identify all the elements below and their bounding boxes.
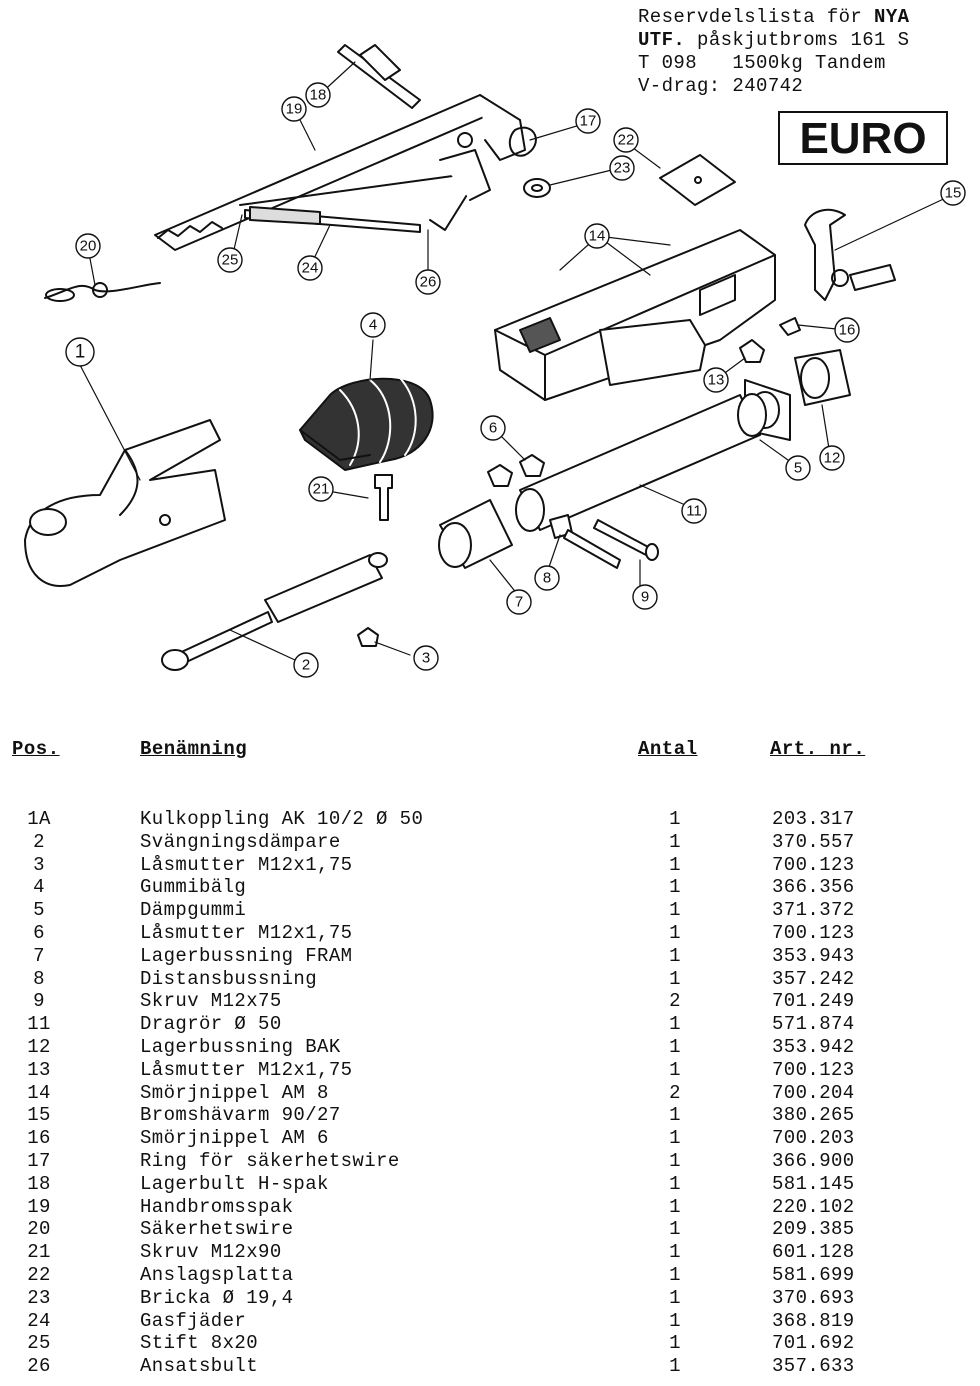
- row-pos: 3: [33, 853, 45, 876]
- row-qty: 1: [669, 876, 681, 899]
- bearing-bolt-drawing: [338, 45, 420, 108]
- rubber-bellow-drawing: [300, 378, 433, 470]
- row-qty: 1: [669, 1127, 681, 1150]
- row-art: 581.145: [772, 1172, 855, 1195]
- callout-26: 26: [419, 273, 437, 291]
- row-qty: 2: [669, 1081, 681, 1104]
- row-qty: 1: [669, 1058, 681, 1081]
- row-art: 700.204: [772, 1081, 855, 1104]
- row-art: 380.265: [772, 1104, 855, 1127]
- row-art: 370.557: [772, 830, 855, 853]
- callout-7: 7: [514, 593, 524, 611]
- table-row: [0, 1310, 980, 1333]
- row-pos: 24: [27, 1309, 51, 1332]
- row-qty: 1: [669, 830, 681, 853]
- row-name: Låsmutter M12x1,75: [140, 1058, 353, 1081]
- table-row: [0, 1218, 980, 1241]
- grease-nipple-small-drawing: [780, 318, 800, 335]
- row-name: Bromshävarm 90/27: [140, 1104, 341, 1127]
- row-art: 203.317: [772, 808, 855, 830]
- row-art: 366.900: [772, 1149, 855, 1172]
- row-pos: 20: [27, 1218, 51, 1241]
- row-pos: 13: [27, 1058, 51, 1081]
- row-pos: 25: [27, 1332, 51, 1355]
- callout-22: 22: [617, 131, 635, 149]
- row-qty: 1: [669, 1149, 681, 1172]
- row-art: 353.942: [772, 1035, 855, 1058]
- drawbar-housing-drawing: [495, 227, 775, 400]
- euro-badge: EURO: [778, 111, 948, 165]
- col-header-name: Benämning: [140, 738, 248, 760]
- table-row: [0, 1287, 980, 1310]
- row-name: Svängningsdämpare: [140, 830, 341, 853]
- callout-14: 14: [588, 227, 606, 245]
- row-name: Skruv M12x75: [140, 990, 282, 1013]
- row-pos: 16: [27, 1127, 51, 1150]
- row-qty: 1: [669, 1195, 681, 1218]
- table-row: [0, 831, 980, 854]
- row-qty: 1: [669, 1355, 681, 1378]
- row-qty: 2: [669, 990, 681, 1013]
- parts-table: [0, 808, 980, 1378]
- row-name: Gummibälg: [140, 876, 247, 899]
- table-row: [0, 808, 980, 831]
- row-pos: 5: [33, 899, 45, 922]
- callout-12: 12: [823, 449, 841, 467]
- row-art: 700.123: [772, 1058, 855, 1081]
- table-row: [0, 1127, 980, 1150]
- row-pos: 4: [33, 876, 45, 899]
- table-row: [0, 854, 980, 877]
- table-row: [0, 1173, 980, 1196]
- row-name: Lagerbussning BAK: [140, 1035, 341, 1058]
- row-qty: 1: [669, 921, 681, 944]
- table-row: [0, 1150, 980, 1173]
- callout-8: 8: [542, 569, 552, 587]
- row-qty: 1: [669, 1013, 681, 1036]
- row-qty: 1: [669, 1332, 681, 1355]
- row-art: 357.633: [772, 1355, 855, 1378]
- row-pos: 7: [33, 944, 45, 967]
- row-pos: 26: [27, 1355, 51, 1378]
- row-qty: 1: [669, 1172, 681, 1195]
- draw-tube-drawing: [516, 394, 766, 531]
- row-name: Smörjnippel AM 8: [140, 1081, 329, 1104]
- rear-bushing-drawing: [795, 350, 850, 405]
- table-row: [0, 922, 980, 945]
- table-row: [0, 1013, 980, 1036]
- row-pos: 8: [33, 967, 45, 990]
- row-pos: 14: [27, 1081, 51, 1104]
- table-row: [0, 1059, 980, 1082]
- callout-5: 5: [793, 459, 803, 477]
- table-row: [0, 990, 980, 1013]
- row-art: 371.372: [772, 899, 855, 922]
- col-header-art: Art. nr.: [770, 738, 866, 760]
- gas-spring-drawing: [245, 207, 420, 232]
- row-name: Anslagsplatta: [140, 1263, 294, 1286]
- row-art: 353.943: [772, 944, 855, 967]
- table-row: [0, 899, 980, 922]
- row-name: Handbromsspak: [140, 1195, 294, 1218]
- row-name: Dragrör Ø 50: [140, 1013, 282, 1036]
- stop-plate-drawing: [660, 155, 735, 205]
- row-name: Ansatsbult: [140, 1355, 259, 1378]
- screws-drawing: [564, 520, 658, 568]
- row-art: 357.242: [772, 967, 855, 990]
- row-art: 571.874: [772, 1013, 855, 1036]
- brake-lever-drawing: [805, 210, 895, 300]
- row-art: 368.819: [772, 1309, 855, 1332]
- row-pos: 6: [33, 921, 45, 944]
- table-row: [0, 1036, 980, 1059]
- row-pos: 9: [33, 990, 45, 1013]
- table-row: [0, 1241, 980, 1264]
- row-pos: 1A: [27, 808, 51, 830]
- front-bushing-drawing: [439, 500, 512, 568]
- callout-23: 23: [613, 159, 631, 177]
- table-row: [0, 876, 980, 899]
- row-art: 701.249: [772, 990, 855, 1013]
- row-qty: 1: [669, 1104, 681, 1127]
- row-name: Ring för säkerhetswire: [140, 1149, 400, 1172]
- row-art: 701.692: [772, 1332, 855, 1355]
- row-qty: 1: [669, 944, 681, 967]
- col-header-qty: Antal: [638, 738, 698, 760]
- callout-17: 17: [579, 112, 597, 130]
- row-qty: 1: [669, 808, 681, 830]
- row-name: Dämpgummi: [140, 899, 247, 922]
- row-qty: 1: [669, 1218, 681, 1241]
- callout-16: 16: [838, 321, 856, 339]
- row-pos: 2: [33, 830, 45, 853]
- row-name: Skruv M12x90: [140, 1241, 282, 1264]
- row-name: Smörjnippel AM 6: [140, 1127, 329, 1150]
- row-art: 700.123: [772, 921, 855, 944]
- row-pos: 17: [27, 1149, 51, 1172]
- callout-4: 4: [368, 316, 378, 334]
- callout-15: 15: [944, 184, 962, 202]
- oscillation-damper-drawing: [162, 553, 387, 670]
- row-pos: 23: [27, 1286, 51, 1309]
- lock-nut-3-drawing: [358, 628, 378, 646]
- table-row: [0, 945, 980, 968]
- callout-21: 21: [312, 480, 330, 498]
- row-art: 220.102: [772, 1195, 855, 1218]
- row-pos: 12: [27, 1035, 51, 1058]
- handbrake-lever-drawing: [155, 95, 525, 250]
- row-name: Stift 8x20: [140, 1332, 259, 1355]
- row-qty: 1: [669, 1035, 681, 1058]
- safety-wire-drawing: [45, 283, 160, 301]
- ball-coupling-drawing: [25, 420, 225, 586]
- screw-21-drawing: [375, 475, 392, 520]
- row-pos: 18: [27, 1172, 51, 1195]
- row-qty: 1: [669, 1286, 681, 1309]
- row-qty: 1: [669, 899, 681, 922]
- table-row: [0, 1104, 980, 1127]
- table-row: [0, 1332, 980, 1355]
- row-art: 601.128: [772, 1241, 855, 1264]
- row-pos: 19: [27, 1195, 51, 1218]
- row-name: Lagerbult H-spak: [140, 1172, 329, 1195]
- callout-18: 18: [309, 86, 327, 104]
- callout-19: 19: [285, 100, 303, 118]
- table-row: [0, 968, 980, 991]
- callout-20: 20: [79, 237, 97, 255]
- callout-25: 25: [221, 251, 239, 269]
- callout-1: 1: [74, 341, 86, 363]
- row-pos: 22: [27, 1263, 51, 1286]
- callout-2: 2: [301, 656, 311, 674]
- washer-drawing: [524, 179, 550, 197]
- row-name: Kulkoppling AK 10/2 Ø 50: [140, 808, 424, 830]
- table-row: [0, 1082, 980, 1105]
- row-art: 700.203: [772, 1127, 855, 1150]
- callout-9: 9: [640, 588, 650, 606]
- row-pos: 11: [27, 1013, 51, 1036]
- callout-11: 11: [686, 502, 702, 520]
- row-art: 581.699: [772, 1263, 855, 1286]
- row-qty: 1: [669, 1309, 681, 1332]
- row-qty: 1: [669, 967, 681, 990]
- row-name: Säkerhetswire: [140, 1218, 294, 1241]
- row-qty: 1: [669, 1241, 681, 1264]
- callout-6: 6: [488, 419, 498, 437]
- row-art: 700.123: [772, 853, 855, 876]
- row-name: Bricka Ø 19,4: [140, 1286, 294, 1309]
- table-row: [0, 1196, 980, 1219]
- row-name: Låsmutter M12x1,75: [140, 921, 353, 944]
- row-qty: 1: [669, 853, 681, 876]
- table-row: [0, 1355, 980, 1378]
- row-name: Låsmutter M12x1,75: [140, 853, 353, 876]
- row-name: Gasfjäder: [140, 1309, 247, 1332]
- col-header-pos: Pos.: [12, 738, 60, 760]
- callout-13: 13: [707, 371, 725, 389]
- row-pos: 21: [27, 1241, 51, 1264]
- row-art: 370.693: [772, 1286, 855, 1309]
- row-qty: 1: [669, 1263, 681, 1286]
- row-name: Distansbussning: [140, 967, 318, 990]
- document-title: Reservdelslista för NYA UTF. påskjutbroms 161 S T 098 1500kg Tandem V-drag: 240742: [638, 6, 910, 97]
- row-art: 209.385: [772, 1218, 855, 1241]
- row-name: Lagerbussning FRAM: [140, 944, 353, 967]
- callout-24: 24: [301, 259, 319, 277]
- table-row: [0, 1264, 980, 1287]
- callout-3: 3: [421, 649, 431, 667]
- row-art: 366.356: [772, 876, 855, 899]
- row-pos: 15: [27, 1104, 51, 1127]
